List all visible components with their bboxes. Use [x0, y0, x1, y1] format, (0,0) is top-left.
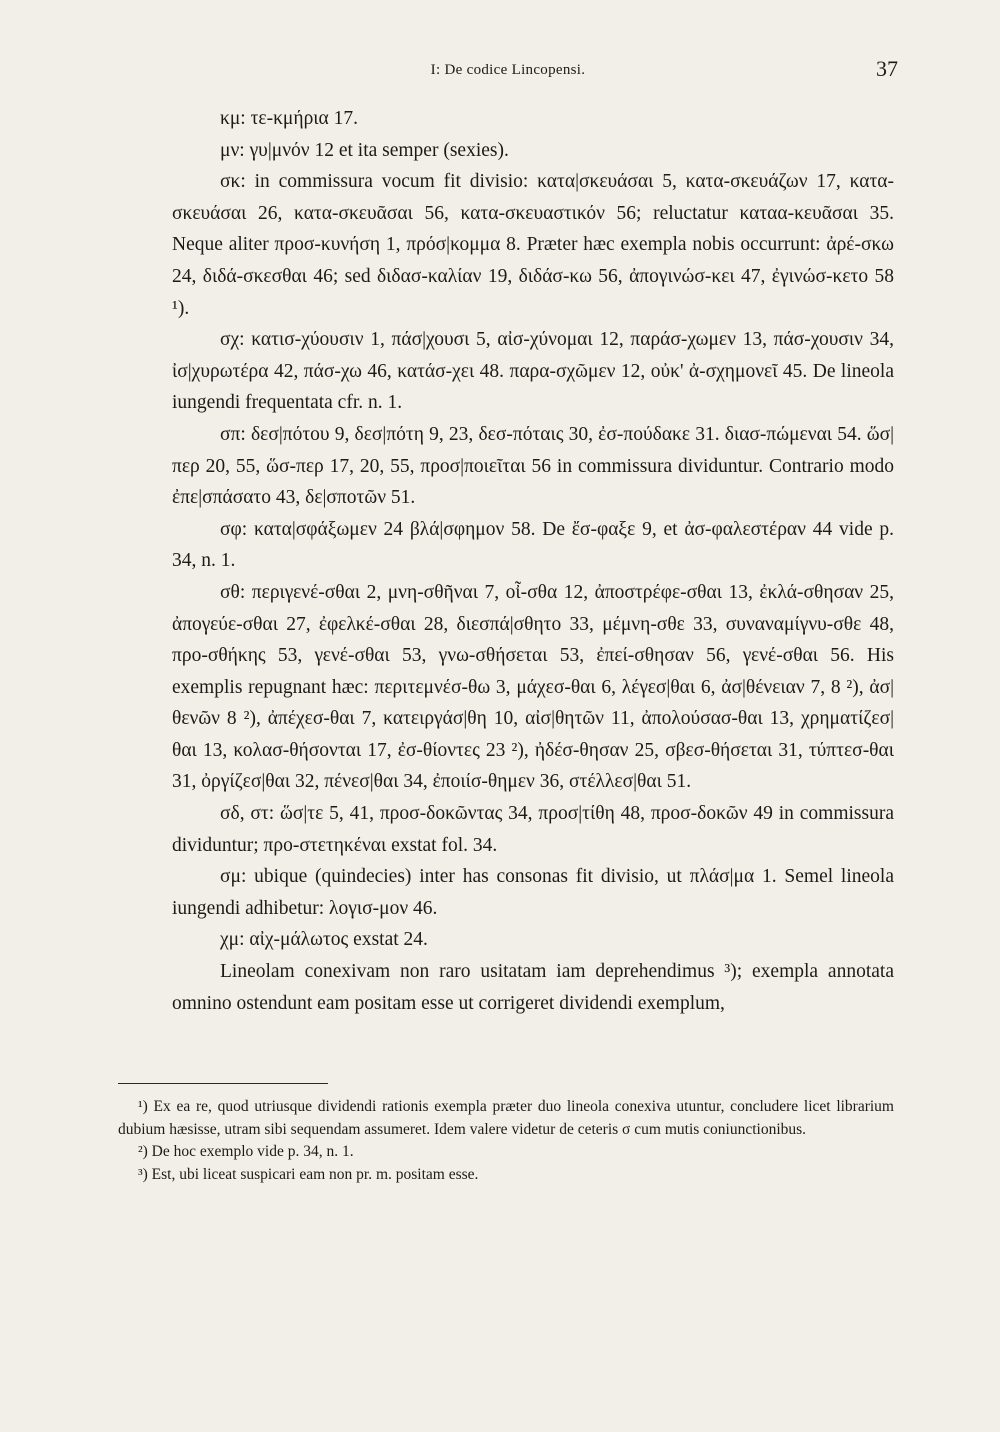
paragraph-mn: μν: γυ|μνόν 12 et ita semper (sexies). [220, 139, 509, 161]
paragraph-sph: σφ: κατα|σφάξωμεν 24 βλά|σφημον 58. De ἔσ-φαξε 9, et ἀσ-φαλεστέραν 44 vide p. 34, n. 1. [172, 518, 894, 572]
paragraph-chm: χμ: αἰχ-μάλωτος exstat 24. [220, 929, 428, 951]
paragraph-sp: σπ: δεσ|πότου 9, δεσ|πότη 9, 23, δεσ-πόταις 30, ἐσ-πούδακε 31. διασ-πώμεναι 54. ὥσ|περ 20, 55, ὥσ-περ 17, 20, 55, προσ|ποιεῖται 56 in commissura dividuntur. Contrario modo ἐπε|σπάσατο 43, δε|σποτῶν 51. [172, 423, 894, 509]
paragraph-lineolam: Lineolam conexivam non raro usitatam iam deprehendimus ³); exempla annotata omnino ostendunt eam positam esse ut corrigeret dividendi exemplum, [172, 961, 894, 1014]
page-number: 37 [876, 56, 898, 81]
paragraph-sk: σκ: in commissura vocum fit divisio: κατα|σκευάσαι 5, κατα-σκευάζων 17, κατα-σκευάσαι 26, κατα-σκευᾶσαι 56, κατα-σκευαστικόν 56; reluctatur καταα-κευᾶσαι 35. Neque aliter προσ-κυνήση 1, πρόσ|κομμα 8. Præter hæc exempla nobis occurrunt: ἀρέ-σκω 24, διδά-σκεσθαι 46; sed διδασ-καλίαν 19, διδάσ-κω 56, ἀπογινώσ-κει 47, ἐγινώσ-κετο 58 ¹). [172, 171, 894, 319]
paragraph-km: κμ: τε-κμήρια 17. [220, 108, 359, 129]
footnote-3: ³) Est, ubi liceat suspicari eam non pr. m. positam esse. [138, 1165, 479, 1183]
page-header [118, 56, 898, 86]
running-title: I: De codice Lincopensi. [430, 62, 586, 78]
footnote-1: ¹) Ex ea re, quod utriusque dividendi rationis exempla præter duo lineola conexiva utuntur, concludere licet librarium dubium hæsisse, utram sibi sequendam assumeret. Idem valere videtur de ceteris σ cum mutis coniunctionibus. [118, 1098, 894, 1138]
main-text [172, 103, 894, 1019]
footnote-divider [118, 1083, 328, 1084]
paragraph-sth: σθ: περιγενέ-σθαι 2, μνη-σθῆναι 7, οἶ-σθα 12, ἀποστρέφε-σθαι 13, ἐκλά-σθησαν 25, ἀπογεύε-σθαι 27, ἐφελκέ-σθαι 28, διεσπά|σθητο 33, μέμνη-σθε 33, συναναμίγνυ-σθε 48, προ-σθήκης 53, γενέ-σθαι 53, γνω-σθήσεται 53, ἐπεί-σθησαν 56, γενέ-σθαι 56. His exemplis repugnant hæc: περιτεμνέσ-θω 3, μάχεσ-θαι 6, λέγεσ|θαι 6, ἀσ|θένειαν 7, 8 ²), ἀσ|θενῶν 8 ²), ἀπέχεσ-θαι 7, κατειργάσ|θη 10, αἰσ|θητῶν 11, ἀπολούσασ-θαι 13, χρηματίζεσ|θαι 13, κολασ-θήσονται 17, ἐσ-θίοντες 23 ²), ἠδέσ-θησαν 25, σβεσ-θήσεται 31, τύπτεσ-θαι 31, ὀργίζεσ|θαι 32, πένεσ|θαι 34, ἐποιίσ-θημεν 36, στέλλεσ|θαι 51. [172, 581, 894, 793]
paragraph-sm: σμ: ubique (quindecies) inter has consonas fit divisio, ut πλάσ|μα 1. Semel lineola iungendi adhibetur: λογισ-μον 46. [172, 866, 894, 919]
footnote-2: ²) De hoc exemplo vide p. 34, n. 1. [138, 1143, 354, 1160]
paragraph-sch: σχ: κατισ-χύουσιν 1, πάσ|χουσι 5, αἰσ-χύνομαι 12, παράσ-χωμεν 13, πάσ-χουσιν 34, ἰσ|χυρωτέρα 42, πάσ-χω 46, κατάσ-χει 48. παρα-σχῶμεν 12, οὐκ' ἀ-σχημονεῖ 45. De lineola iungendi frequentata cfr. n. 1. [172, 329, 894, 414]
footnotes [118, 1096, 894, 1186]
paragraph-sd-st: σδ, στ: ὥσ|τε 5, 41, προσ-δοκῶντας 34, προσ|τίθη 48, προσ-δοκῶν 49 in commissura dividuntur; προ-στετηκέναι exstat fol. 34. [172, 803, 894, 856]
